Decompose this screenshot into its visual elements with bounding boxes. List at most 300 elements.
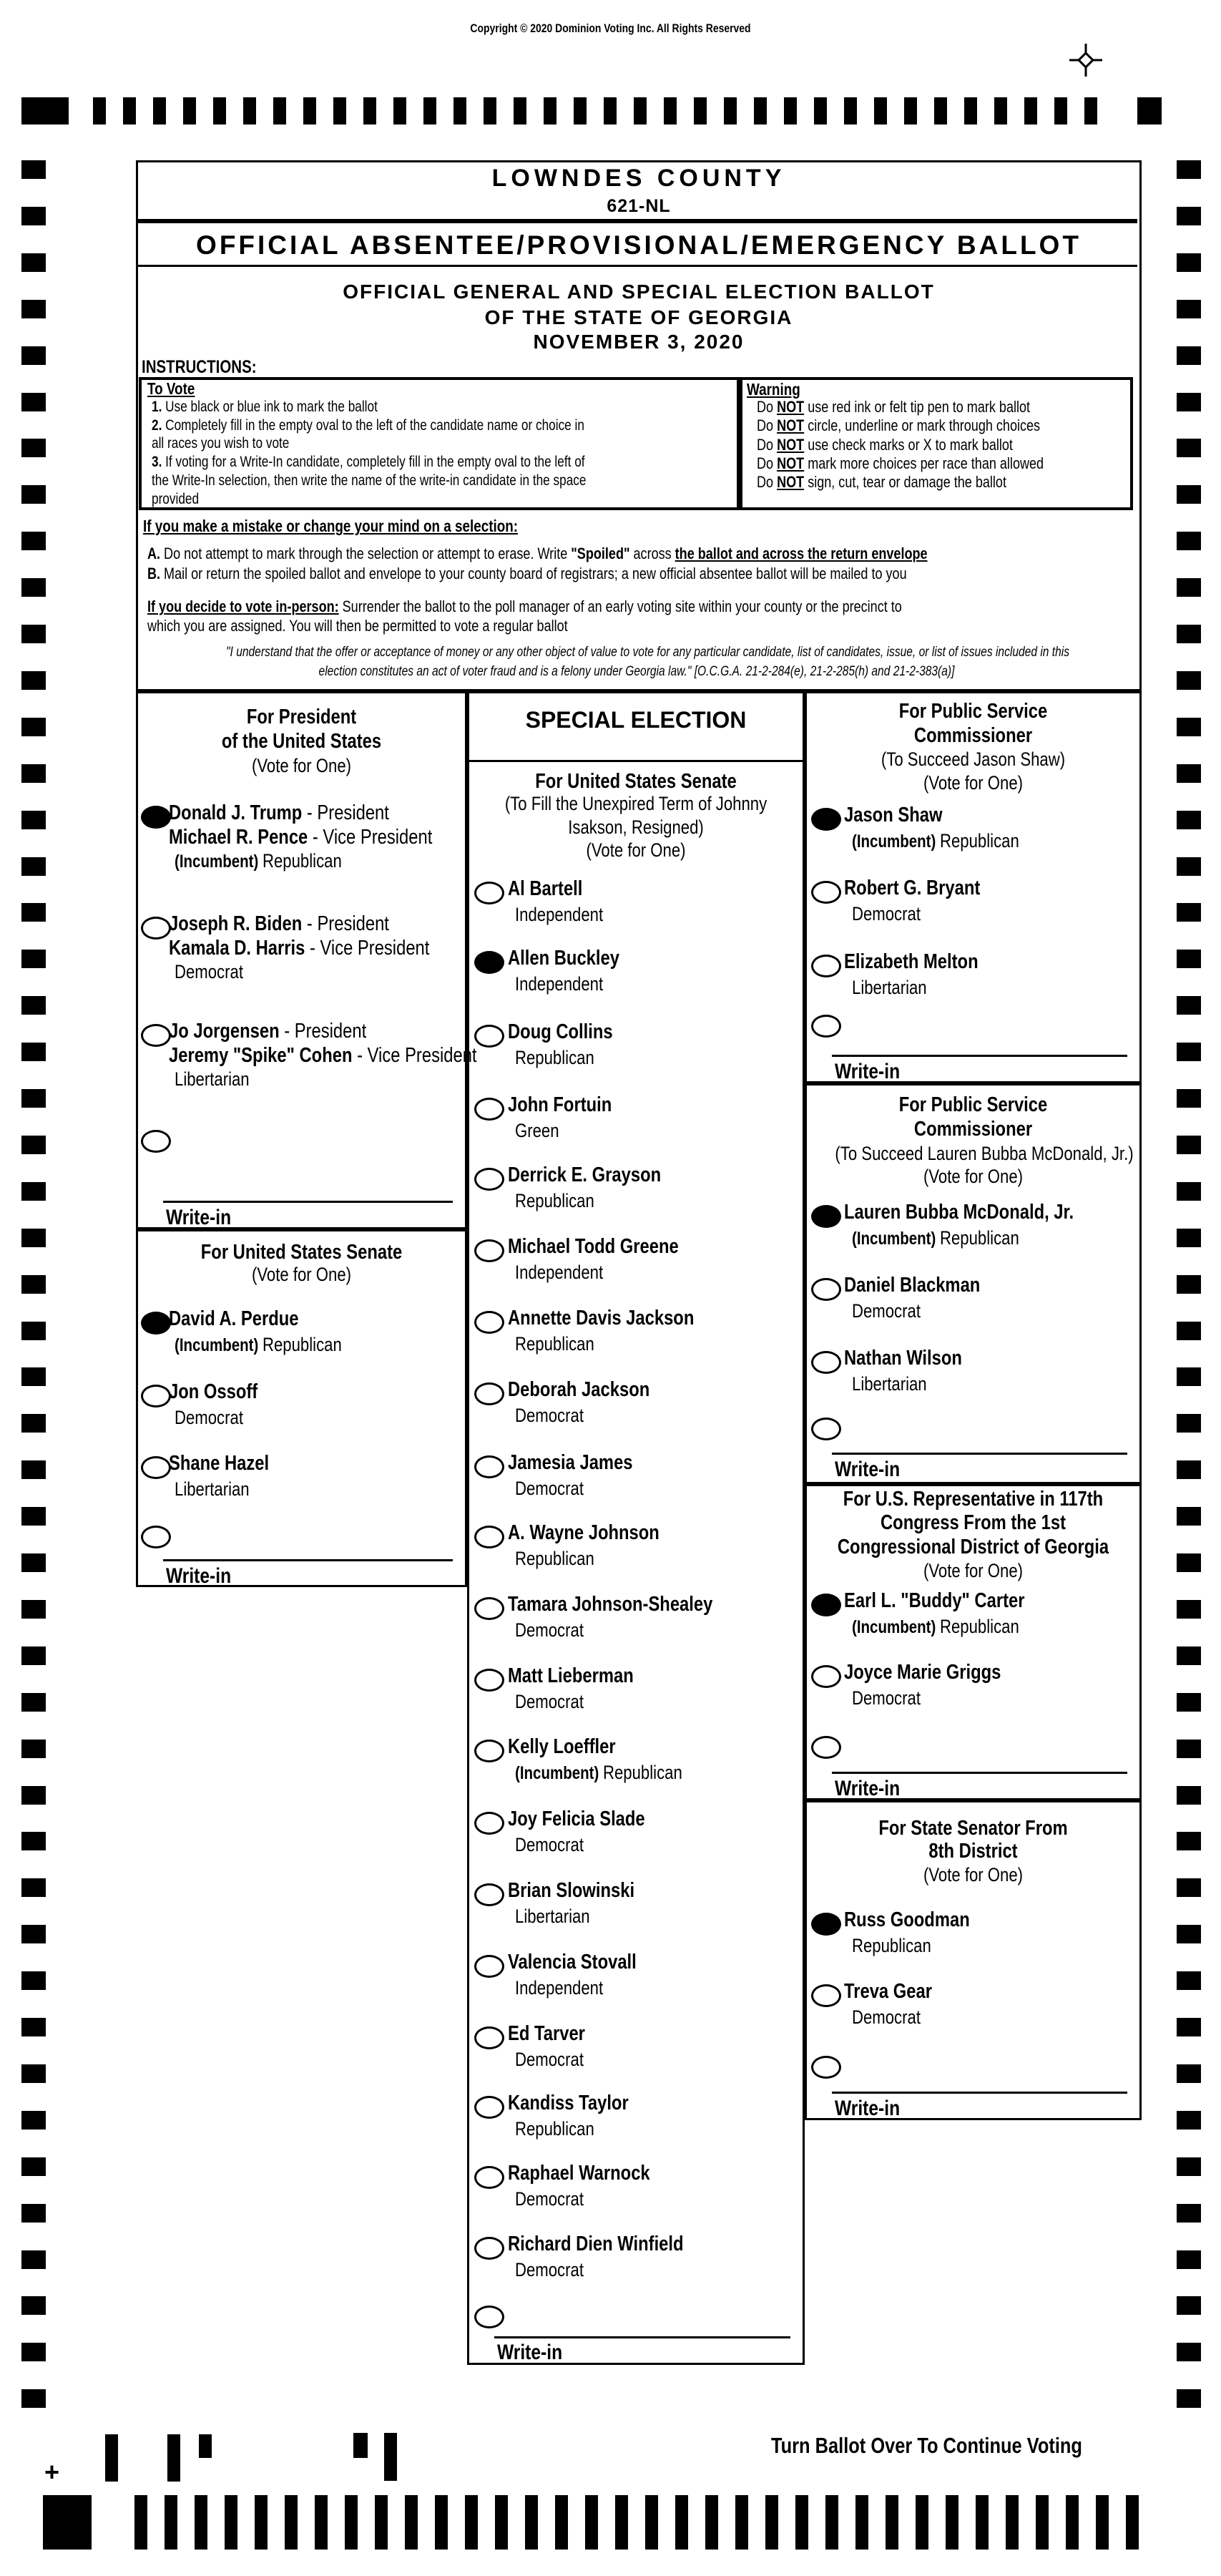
candidate-oval[interactable] <box>474 1168 504 1191</box>
timing-mark <box>21 1182 46 1201</box>
timing-mark <box>675 2495 688 2550</box>
timing-mark <box>303 97 316 125</box>
candidate-oval[interactable] <box>141 1024 171 1047</box>
candidate-oval[interactable] <box>474 2026 504 2049</box>
timing-mark <box>21 346 46 365</box>
race-title: For U.S. Representative in 117th <box>843 1488 1104 1511</box>
timing-mark <box>705 2495 718 2550</box>
timing-mark <box>664 97 677 125</box>
writein-underline <box>163 1559 453 1561</box>
timing-mark <box>453 97 466 125</box>
timing-mark <box>1177 578 1201 597</box>
timing-mark <box>21 1367 46 1386</box>
candidate-name: Valencia Stovall <box>508 1951 637 1974</box>
race-subtitle: (Vote for One) <box>923 1864 1024 1885</box>
candidate-party: Democrat <box>852 903 921 924</box>
candidate-party: Democrat <box>852 1687 921 1709</box>
ballot-code-mark <box>199 2434 212 2458</box>
timing-mark <box>21 1136 46 1154</box>
timing-mark <box>21 1507 46 1526</box>
candidate-oval[interactable] <box>474 1812 504 1835</box>
county-title: LOWNDES COUNTY <box>491 165 786 192</box>
candidate-party: Democrat <box>515 1405 584 1426</box>
timing-mark <box>21 300 46 318</box>
heavy-divider <box>136 219 1137 223</box>
candidate-oval[interactable] <box>474 1883 504 1906</box>
timing-mark <box>21 1043 46 1061</box>
warning-line: Do NOT sign, cut, tear or damage the ballot <box>757 473 1006 492</box>
candidate-oval[interactable] <box>811 881 841 904</box>
candidate-oval[interactable] <box>474 2096 504 2119</box>
candidate-name: Doug Collins <box>508 1020 613 1043</box>
timing-mark <box>1177 2296 1201 2315</box>
writein-label: Write-in <box>497 2341 563 2364</box>
timing-mark <box>21 1878 46 1897</box>
timing-mark <box>976 2495 989 2550</box>
writein-oval[interactable] <box>811 1418 841 1440</box>
timing-mark <box>1177 903 1201 922</box>
candidate-name: Joseph R. Biden - President <box>169 912 389 935</box>
race-subtitle: (Vote for One) <box>923 1560 1024 1581</box>
timing-mark <box>21 253 46 272</box>
timing-mark <box>21 2157 46 2176</box>
writein-oval[interactable] <box>811 1015 841 1038</box>
race-title: Commissioner <box>913 1118 1033 1141</box>
timing-mark <box>1177 1507 1201 1526</box>
copyright-text: Copyright © 2020 Dominion Voting Inc. All Rights Reserved <box>470 21 751 35</box>
timing-mark <box>934 97 947 125</box>
timing-mark <box>784 97 797 125</box>
timing-mark <box>243 97 256 125</box>
timing-mark <box>1177 718 1201 736</box>
thin-divider <box>136 265 1137 267</box>
candidate-name: Raphael Warnock <box>508 2162 650 2185</box>
timing-mark <box>765 2495 778 2550</box>
timing-mark <box>1096 2495 1109 2550</box>
candidate-party: Democrat <box>515 2049 584 2070</box>
candidate-party: Libertarian <box>175 1068 250 1090</box>
candidate-name: Elizabeth Melton <box>844 950 979 973</box>
timing-mark <box>1177 1878 1201 1897</box>
candidate-name: Kandiss Taylor <box>508 2092 629 2114</box>
timing-mark <box>1177 207 1201 225</box>
writein-underline <box>494 2336 790 2338</box>
candidate-name: Robert G. Bryant <box>844 877 981 899</box>
candidate-name: David A. Perdue <box>169 1307 299 1330</box>
candidate-oval[interactable] <box>474 2166 504 2189</box>
timing-mark <box>21 1832 46 1850</box>
candidate-name: Michael Todd Greene <box>508 1235 679 1258</box>
timing-mark <box>255 2495 268 2550</box>
race-title: For Public Service <box>898 700 1048 723</box>
timing-mark <box>1177 160 1201 179</box>
turn-ballot-text: Turn Ballot Over To Continue Voting <box>771 2433 1082 2458</box>
timing-mark <box>1177 1693 1201 1712</box>
candidate-party: Libertarian <box>515 1906 590 1927</box>
race-title: Commissioner <box>913 724 1033 747</box>
timing-mark <box>484 97 496 125</box>
candidate-name: Derrick E. Grayson <box>508 1163 662 1186</box>
election-subtitle: OFFICIAL GENERAL AND SPECIAL ELECTION BALLOT <box>343 280 935 303</box>
timing-mark <box>21 1786 46 1805</box>
writein-underline <box>832 1055 1127 1057</box>
mistake-heading: If you make a mistake or change your mind on a selection: <box>143 517 519 535</box>
candidate-name: Jo Jorgensen - President <box>169 1020 367 1043</box>
timing-mark <box>21 764 46 783</box>
candidate-oval[interactable] <box>474 1669 504 1692</box>
timing-mark <box>1177 811 1201 829</box>
candidate-oval[interactable] <box>811 1351 841 1374</box>
timing-mark <box>904 97 917 125</box>
timing-mark <box>1177 1646 1201 1665</box>
candidate-oval[interactable] <box>811 955 841 977</box>
candidate-name: Brian Slowinski <box>508 1879 635 1902</box>
race-subtitle: (Vote for One) <box>923 1166 1024 1187</box>
timing-mark <box>93 97 106 125</box>
race-title: Congress From the 1st <box>881 1511 1066 1534</box>
writein-underline <box>832 1453 1127 1455</box>
timing-mark <box>21 2111 46 2129</box>
writein-oval[interactable] <box>141 1526 171 1548</box>
timing-mark <box>574 97 587 125</box>
candidate-oval[interactable] <box>474 1526 504 1548</box>
candidate-oval[interactable] <box>474 1955 504 1978</box>
special-election-banner: SPECIAL ELECTION <box>525 707 747 733</box>
timing-mark <box>273 97 286 125</box>
race-subtitle: Isakson, Resigned) <box>568 816 704 838</box>
candidate-oval[interactable] <box>474 1098 504 1121</box>
banner-divider <box>469 760 803 762</box>
candidate-oval[interactable] <box>141 1456 171 1479</box>
timing-mark <box>1054 97 1067 125</box>
candidate-party: Republican <box>515 1548 594 1569</box>
timing-mark <box>333 97 346 125</box>
timing-mark <box>1177 1460 1201 1479</box>
timing-mark <box>21 2064 46 2083</box>
timing-mark <box>495 2495 508 2550</box>
timing-mark <box>21 625 46 643</box>
candidate-name: Allen Buckley <box>508 947 619 970</box>
to-vote-heading: To Vote <box>147 379 195 398</box>
timing-mark <box>285 2495 298 2550</box>
timing-mark <box>21 718 46 736</box>
ballot-code-mark <box>105 2434 118 2482</box>
to-vote-line: provided <box>152 490 200 507</box>
timing-mark <box>363 97 376 125</box>
candidate-party: (Incumbent) Republican <box>852 1616 1019 1637</box>
timing-mark <box>21 1275 46 1294</box>
candidate-name: Donald J. Trump - President <box>169 801 389 824</box>
timing-mark <box>1036 2495 1049 2550</box>
timing-mark <box>393 97 406 125</box>
candidate-party: (Incumbent) Republican <box>852 1227 1019 1249</box>
timing-mark <box>814 97 827 125</box>
candidate-party: Democrat <box>175 1407 243 1428</box>
timing-mark <box>1126 2495 1139 2550</box>
timing-mark <box>1177 485 1201 504</box>
timing-mark <box>1177 671 1201 690</box>
candidate-oval[interactable] <box>474 882 504 904</box>
candidate-oval[interactable] <box>474 951 504 974</box>
timing-mark <box>21 671 46 690</box>
candidate-party: Democrat <box>852 2006 921 2028</box>
timing-mark <box>1177 1832 1201 1850</box>
instructions-label: INSTRUCTIONS: <box>142 357 257 377</box>
timing-mark <box>1177 1925 1201 1943</box>
timing-mark <box>1177 2250 1201 2269</box>
timing-mark <box>1177 1089 1201 1108</box>
timing-mark <box>21 1646 46 1665</box>
timing-mark <box>1084 97 1097 125</box>
candidate-name: Ed Tarver <box>508 2022 585 2045</box>
timing-mark <box>165 2495 177 2550</box>
timing-mark <box>1177 2111 1201 2129</box>
timing-mark <box>43 2495 92 2550</box>
candidate-name-line2: Jeremy "Spike" Cohen - Vice President <box>169 1044 477 1067</box>
timing-mark <box>213 97 226 125</box>
candidate-name: Jamesia James <box>508 1451 633 1474</box>
candidate-name: Annette Davis Jackson <box>508 1307 695 1330</box>
timing-mark <box>195 2495 207 2550</box>
timing-mark <box>21 811 46 829</box>
timing-mark <box>183 97 196 125</box>
timing-mark <box>1177 764 1201 783</box>
candidate-oval[interactable] <box>141 917 171 940</box>
candidate-party: Democrat <box>175 961 243 982</box>
candidate-party: Democrat <box>515 2188 584 2210</box>
candidate-name-line2: Kamala D. Harris - Vice President <box>169 937 430 960</box>
timing-mark <box>1006 2495 1019 2550</box>
candidate-party: Democrat <box>515 1834 584 1855</box>
to-vote-line: all races you wish to vote <box>152 435 290 452</box>
timing-mark <box>795 2495 808 2550</box>
timing-mark <box>1177 1740 1201 1758</box>
candidate-oval[interactable] <box>811 1665 841 1688</box>
to-vote-line: 2. Completely fill in the empty oval to the left of the candidate name or choice in <box>152 416 584 434</box>
race-title: For Public Service <box>898 1093 1048 1116</box>
timing-mark <box>1177 1275 1201 1294</box>
race-subtitle: (To Succeed Jason Shaw) <box>881 748 1066 770</box>
fraud-notice-line2: election constitutes an act of voter fraud and is a felony under Georgia law." [O.C.G.A. 21-2-284(e), 21-2-285(h) and 21-2-383(a)] <box>318 664 955 679</box>
writein-oval[interactable] <box>811 1736 841 1759</box>
warning-line: Do NOT circle, underline or mark through choices <box>757 416 1041 435</box>
candidate-name: Joyce Marie Griggs <box>844 1661 1001 1684</box>
candidate-oval[interactable] <box>474 1239 504 1262</box>
race-title: For United States Senate <box>535 770 737 793</box>
candidate-oval[interactable] <box>811 1278 841 1301</box>
timing-mark <box>964 97 977 125</box>
timing-mark <box>1177 2389 1201 2408</box>
writein-label: Write-in <box>835 1777 901 1800</box>
timing-mark <box>855 2495 868 2550</box>
candidate-oval[interactable] <box>474 1382 504 1405</box>
timing-mark <box>1177 439 1201 457</box>
timing-mark <box>21 2343 46 2361</box>
timing-mark <box>994 97 1007 125</box>
timing-mark <box>21 2296 46 2315</box>
candidate-oval[interactable] <box>141 1312 171 1335</box>
timing-mark <box>1177 1600 1201 1619</box>
timing-mark <box>21 393 46 411</box>
candidate-name: A. Wayne Johnson <box>508 1521 659 1544</box>
candidate-oval[interactable] <box>474 1025 504 1048</box>
timing-mark <box>916 2495 928 2550</box>
candidate-party: Independent <box>515 1977 604 1999</box>
timing-mark <box>21 1089 46 1108</box>
race-title: For State Senator From <box>878 1817 1068 1840</box>
timing-mark <box>21 903 46 922</box>
timing-mark <box>21 160 46 179</box>
timing-mark <box>1177 996 1201 1015</box>
race-subtitle: (To Fill the Unexpired Term of Johnny <box>504 793 768 814</box>
timing-mark <box>21 2018 46 2036</box>
timing-mark <box>1177 857 1201 876</box>
to-vote-line: 1. Use black or blue ink to mark the ballot <box>152 399 378 415</box>
timing-mark <box>1177 1367 1201 1386</box>
candidate-oval[interactable] <box>141 806 171 829</box>
candidate-party: (Incumbent) Republican <box>175 850 342 872</box>
writein-label: Write-in <box>835 1060 901 1083</box>
candidate-party: (Incumbent) Republican <box>852 830 1019 852</box>
timing-mark <box>21 2250 46 2269</box>
timing-mark <box>435 2495 448 2550</box>
writein-underline <box>832 1772 1127 1774</box>
timing-mark <box>514 97 526 125</box>
timing-mark <box>1066 2495 1079 2550</box>
warning-line: Do NOT mark more choices per race than allowed <box>757 454 1044 472</box>
timing-mark <box>615 2495 628 2550</box>
timing-mark <box>21 1229 46 1247</box>
candidate-oval[interactable] <box>474 2237 504 2260</box>
warning-instructions <box>757 398 1044 492</box>
timing-mark <box>1177 1553 1201 1572</box>
timing-mark <box>1177 2018 1201 2036</box>
ballot-code-mark <box>353 2433 368 2458</box>
timing-mark <box>694 97 707 125</box>
candidate-name: Kelly Loeffler <box>508 1735 616 1758</box>
timing-mark <box>735 2495 748 2550</box>
timing-mark <box>1177 2064 1201 2083</box>
candidate-party: Independent <box>515 1262 604 1283</box>
timing-mark <box>585 2495 598 2550</box>
timing-mark <box>1177 1786 1201 1805</box>
timing-mark <box>1177 2343 1201 2361</box>
candidate-party: Democrat <box>515 1619 584 1641</box>
candidate-oval[interactable] <box>141 1385 171 1407</box>
timing-mark <box>1177 2204 1201 2223</box>
timing-mark <box>1177 1182 1201 1201</box>
in-person-line2: which you are assigned. You will then be permitted to vote a regular ballot <box>147 617 568 635</box>
timing-mark <box>825 2495 838 2550</box>
race-title: For President <box>246 706 357 728</box>
timing-mark <box>21 1925 46 1943</box>
timing-mark <box>21 1460 46 1479</box>
writein-oval[interactable] <box>811 2056 841 2079</box>
candidate-name: Nathan Wilson <box>844 1347 962 1370</box>
candidate-name: Richard Dien Winfield <box>508 2233 684 2255</box>
timing-mark <box>1177 300 1201 318</box>
candidate-oval[interactable] <box>474 1311 504 1334</box>
timing-mark <box>21 857 46 876</box>
race-title: For United States Senate <box>200 1241 403 1264</box>
timing-mark <box>1177 346 1201 365</box>
candidate-party: Democrat <box>515 2259 584 2280</box>
candidate-name-line2: Michael R. Pence - Vice President <box>169 826 433 849</box>
candidate-oval[interactable] <box>811 1913 841 1936</box>
timing-mark <box>1177 625 1201 643</box>
candidate-name: Russ Goodman <box>844 1908 970 1931</box>
timing-mark <box>1177 253 1201 272</box>
candidate-party: Green <box>515 1120 559 1141</box>
warning-heading: Warning <box>747 380 800 399</box>
timing-mark <box>21 2204 46 2223</box>
timing-mark <box>1024 97 1037 125</box>
timing-mark <box>844 97 857 125</box>
in-person-line1: If you decide to vote in-person: Surrender the ballot to the poll manager of an early voting site within your county or the precinct to <box>147 597 902 615</box>
candidate-party: Independent <box>515 904 604 925</box>
timing-mark <box>423 97 436 125</box>
candidate-oval[interactable] <box>811 1984 841 2007</box>
timing-mark <box>134 2495 147 2550</box>
timing-mark <box>21 1414 46 1433</box>
mistake-line-b: B. Mail or return the spoiled ballot and envelope to your county board of registrars; a new official absentee ballot will be mailed to you <box>147 565 907 582</box>
timing-mark <box>21 578 46 597</box>
candidate-oval[interactable] <box>811 808 841 831</box>
state-subtitle: OF THE STATE OF GEORGIA <box>484 306 793 328</box>
writein-oval[interactable] <box>474 2306 504 2328</box>
timing-mark <box>123 97 136 125</box>
timing-mark <box>754 97 767 125</box>
candidate-oval[interactable] <box>811 1594 841 1616</box>
timing-mark <box>345 2495 358 2550</box>
to-vote-line: the Write-In selection, then write the name of the write-in candidate in the space <box>152 472 587 489</box>
writein-oval[interactable] <box>141 1130 171 1153</box>
to-vote-line: 3. If voting for a Write-In candidate, completely fill in the empty oval to the left of <box>152 454 585 471</box>
timing-mark <box>946 2495 958 2550</box>
candidate-party: Republican <box>852 1935 931 1956</box>
candidate-oval[interactable] <box>474 1597 504 1620</box>
ballot-code: 621-NL <box>607 196 671 216</box>
timing-mark <box>1177 2157 1201 2176</box>
fraud-notice-line1: "I understand that the offer or acceptance of money or any other object of value to vote for any particular candidate, list of candidates, issue, or list of issues included in this <box>226 645 1070 660</box>
candidate-oval[interactable] <box>474 1455 504 1478</box>
timing-mark <box>21 97 69 125</box>
candidate-party: Libertarian <box>852 977 927 998</box>
candidate-oval[interactable] <box>474 1740 504 1762</box>
candidate-oval[interactable] <box>811 1205 841 1228</box>
candidate-name: Lauren Bubba McDonald, Jr. <box>844 1201 1074 1224</box>
race-subtitle: (Vote for One) <box>586 839 686 861</box>
timing-mark <box>645 2495 658 2550</box>
timing-mark <box>1177 1136 1201 1154</box>
candidate-party: Democrat <box>515 1478 584 1499</box>
candidate-party: (Incumbent) Republican <box>175 1334 342 1355</box>
timing-mark <box>21 485 46 504</box>
candidate-name: Al Bartell <box>508 877 583 900</box>
candidate-name: Tamara Johnson-Shealey <box>508 1593 713 1616</box>
timing-mark <box>1177 1322 1201 1340</box>
timing-mark <box>465 2495 478 2550</box>
election-date: NOVEMBER 3, 2020 <box>533 331 745 353</box>
timing-mark <box>1177 1229 1201 1247</box>
candidate-party: Libertarian <box>852 1373 927 1395</box>
candidate-party: (Incumbent) Republican <box>515 1762 682 1783</box>
timing-mark <box>1177 1414 1201 1433</box>
timing-mark <box>724 97 737 125</box>
candidate-party: Republican <box>515 2118 594 2140</box>
warning-line: Do NOT use check marks or X to mark ballot <box>757 435 1013 454</box>
writein-underline <box>163 1201 453 1203</box>
